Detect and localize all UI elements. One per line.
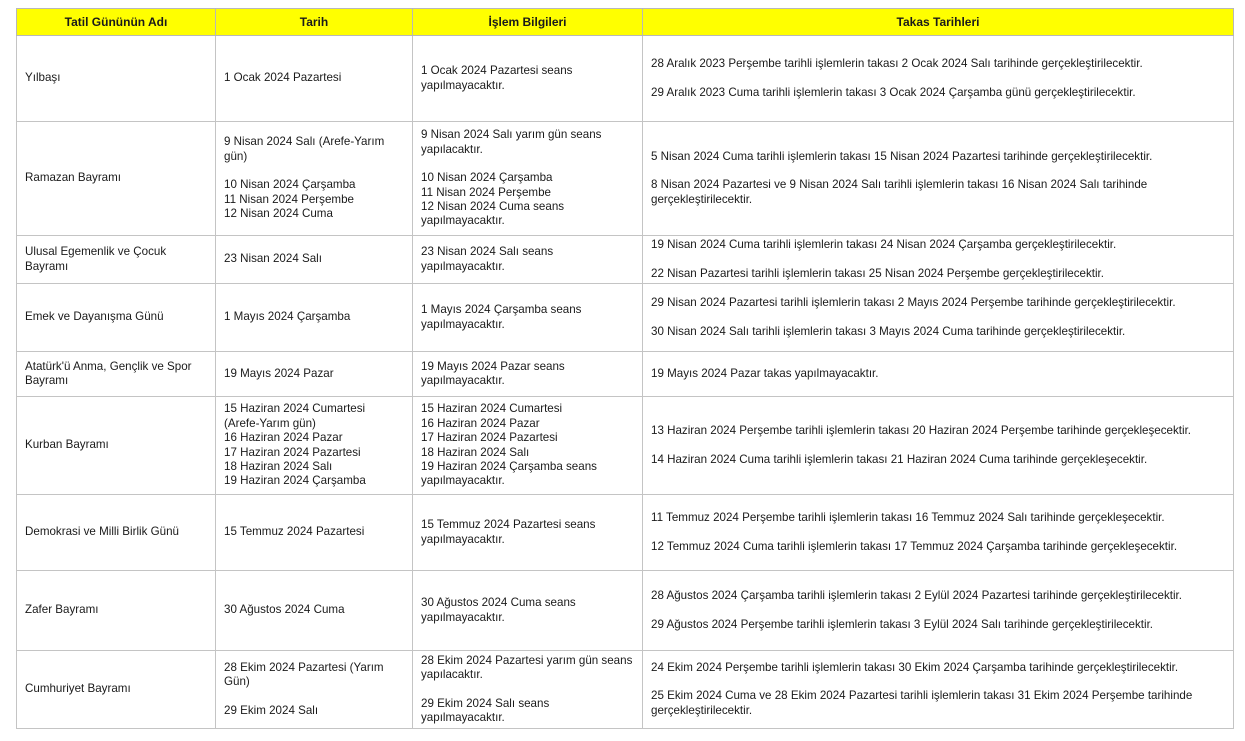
settlement-text: 28 Ağustos 2024 Çarşamba tarihli işlemlerin takası 2 Eylül 2024 Pazartesi tarihinde gerçekleştirilecektir.	[651, 589, 1182, 603]
settlement-text: 19 Mayıs 2024 Pazar takas yapılmayacaktır.	[651, 366, 879, 380]
info-cell	[413, 284, 643, 352]
info-cell	[413, 352, 643, 397]
settlement-text: 30 Nisan 2024 Salı tarihli işlemlerin takası 3 Mayıs 2024 Cuma tarihinde gerçekleştirilecektir.	[651, 324, 1126, 338]
holiday-name-cell: Cumhuriyet Bayramı	[17, 651, 216, 729]
date-text: 28 Ekim 2024 Pazartesi (Yarım Gün)	[224, 660, 384, 689]
table-row	[17, 284, 1234, 352]
settlement-text: 14 Haziran 2024 Cuma tarihli işlemlerin takası 21 Haziran 2024 Cuma tarihinde gerçekleşecektir.	[651, 452, 1148, 466]
table-row	[17, 495, 1234, 571]
header-row	[17, 9, 1234, 36]
settlement-text: 29 Nisan 2024 Pazartesi tarihli işlemlerin takası 2 Mayıs 2024 Perşembe tarihinde gerçekleştirilecektir.	[651, 296, 1176, 310]
date-cell	[216, 651, 413, 729]
settlement-text: 28 Aralık 2023 Perşembe tarihli işlemlerin takası 2 Ocak 2024 Salı tarihinde gerçekleştirilecektir.	[651, 57, 1143, 71]
info-cell	[413, 397, 643, 495]
date-text: 15 Temmuz 2024 Pazartesi	[224, 525, 365, 539]
holiday-name-cell: Emek ve Dayanışma Günü	[17, 284, 216, 352]
settlement-text: 11 Temmuz 2024 Perşembe tarihli işlemlerin takası 16 Temmuz 2024 Salı tarihinde gerçekleşecektir.	[651, 511, 1165, 525]
date-text: 29 Ekim 2024 Salı	[224, 703, 319, 717]
holiday-name-cell: Ulusal Egemenlik ve Çocuk Bayramı	[17, 236, 216, 284]
date-text: 9 Nisan 2024 Salı (Arefe-Yarım gün)	[224, 135, 385, 163]
settlement-cell	[643, 352, 1234, 397]
info-text: 1 Ocak 2024 Pazartesi seans yapılmayacaktır.	[421, 64, 573, 92]
date-cell	[216, 352, 413, 397]
info-cell	[413, 571, 643, 651]
header-date: Tarih	[216, 9, 413, 36]
holiday-name-cell: Yılbaşı	[17, 36, 216, 122]
settlement-text: 12 Temmuz 2024 Cuma tarihli işlemlerin takası 17 Temmuz 2024 Çarşamba tarihinde gerçekleşecektir.	[651, 539, 1178, 553]
settlement-text: 25 Ekim 2024 Cuma ve 28 Ekim 2024 Pazartesi tarihli işlemlerin takası 31 Ekim 2024 Perşembe tarihinde gerçekleştirilecektir.	[651, 689, 1193, 717]
info-cell	[413, 651, 643, 729]
settlement-cell	[643, 495, 1234, 571]
date-cell	[216, 495, 413, 571]
settlement-cell	[643, 571, 1234, 651]
info-text: 30 Ağustos 2024 Cuma seans yapılmayacaktır.	[421, 596, 576, 624]
date-text: 23 Nisan 2024 Salı	[224, 252, 322, 266]
info-text: 23 Nisan 2024 Salı seans yapılmayacaktır.	[421, 245, 554, 273]
table-row	[17, 397, 1234, 495]
date-cell	[216, 284, 413, 352]
info-text: 1 Mayıs 2024 Çarşamba seans yapılmayacaktır.	[421, 303, 582, 331]
settlement-text: 13 Haziran 2024 Perşembe tarihli işlemlerin takası 20 Haziran 2024 Perşembe tarihinde gerçekleşecektir.	[651, 424, 1192, 438]
settlement-text: 29 Aralık 2023 Cuma tarihli işlemlerin takası 3 Ocak 2024 Çarşamba günü gerçekleştirilecektir.	[651, 85, 1136, 99]
table-row	[17, 122, 1234, 236]
date-cell	[216, 236, 413, 284]
date-cell	[216, 397, 413, 495]
info-text: 28 Ekim 2024 Pazartesi yarım gün seans yapılacaktır.	[421, 653, 633, 682]
holiday-name-cell: Atatürk'ü Anma, Gençlik ve Spor Bayramı	[17, 352, 216, 397]
table-row	[17, 36, 1234, 122]
settlement-text: 5 Nisan 2024 Cuma tarihli işlemlerin takası 15 Nisan 2024 Pazartesi tarihinde gerçekleştirilecektir.	[651, 149, 1153, 163]
holiday-name-cell: Demokrasi ve Milli Birlik Günü	[17, 495, 216, 571]
header-holiday-name: Tatil Gününün Adı	[17, 9, 216, 36]
settlement-cell	[643, 397, 1234, 495]
info-cell	[413, 495, 643, 571]
table-row	[17, 352, 1234, 397]
info-text: 29 Ekim 2024 Salı seans yapılmayacaktır.	[421, 696, 550, 724]
date-cell	[216, 36, 413, 122]
holiday-settlement-table	[16, 8, 1234, 729]
holiday-name-cell: Ramazan Bayramı	[17, 122, 216, 236]
date-text: 30 Ağustos 2024 Cuma	[224, 603, 345, 617]
settlement-cell	[643, 236, 1234, 284]
settlement-text: 19 Nisan 2024 Cuma tarihli işlemlerin takası 24 Nisan 2024 Çarşamba gerçekleştirilecektir.	[651, 238, 1117, 252]
settlement-cell	[643, 122, 1234, 236]
settlement-text: 22 Nisan Pazartesi tarihli işlemlerin takası 25 Nisan 2024 Perşembe gerçekleştirilecektir.	[651, 266, 1104, 280]
settlement-text: 29 Ağustos 2024 Perşembe tarihli işlemlerin takası 3 Eylül 2024 Salı tarihinde gerçekleştirilecektir.	[651, 617, 1154, 631]
info-text: 10 Nisan 2024 Çarşamba 11 Nisan 2024 Perşembe 12 Nisan 2024 Cuma seans yapılmayacaktır.	[421, 171, 565, 228]
settlement-cell	[643, 284, 1234, 352]
date-text: 1 Mayıs 2024 Çarşamba	[224, 310, 351, 324]
table-row	[17, 236, 1234, 284]
info-cell	[413, 122, 643, 236]
date-text: 10 Nisan 2024 Çarşamba 11 Nisan 2024 Perşembe 12 Nisan 2024 Cuma	[224, 178, 356, 221]
holiday-name-cell: Zafer Bayramı	[17, 571, 216, 651]
info-text: 15 Haziran 2024 Cumartesi 16 Haziran 2024 Pazar 17 Haziran 2024 Pazartesi 18 Haziran 2024 Salı 19 Haziran 2024 Çarşamba seans yapılmayacaktır.	[421, 402, 597, 488]
info-text: 19 Mayıs 2024 Pazar seans yapılmayacaktır.	[421, 359, 565, 387]
header-transaction-info: İşlem Bilgileri	[413, 9, 643, 36]
settlement-text: 24 Ekim 2024 Perşembe tarihli işlemlerin takası 30 Ekim 2024 Çarşamba tarihinde gerçekleştirilecektir.	[651, 660, 1179, 674]
date-cell	[216, 571, 413, 651]
holiday-name-cell: Kurban Bayramı	[17, 397, 216, 495]
settlement-text: 8 Nisan 2024 Pazartesi ve 9 Nisan 2024 Salı tarihli işlemlerin takası 16 Nisan 2024 Salı tarihinde gerçekleştirilecektir.	[651, 178, 1148, 206]
info-cell	[413, 36, 643, 122]
info-cell	[413, 236, 643, 284]
info-text: 15 Temmuz 2024 Pazartesi seans yapılmayacaktır.	[421, 518, 596, 546]
settlement-cell	[643, 36, 1234, 122]
date-text: 15 Haziran 2024 Cumartesi (Arefe-Yarım gün) 16 Haziran 2024 Pazar 17 Haziran 2024 Pazartesi 18 Haziran 2024 Salı 19 Haziran 2024 Çarşamba	[224, 402, 366, 488]
table-row	[17, 651, 1234, 729]
settlement-cell	[643, 651, 1234, 729]
date-cell	[216, 122, 413, 236]
date-text: 1 Ocak 2024 Pazartesi	[224, 71, 342, 85]
info-text: 9 Nisan 2024 Salı yarım gün seans yapılacaktır.	[421, 128, 602, 156]
header-settlement-dates: Takas Tarihleri	[643, 9, 1234, 36]
date-text: 19 Mayıs 2024 Pazar	[224, 366, 334, 380]
table-row	[17, 571, 1234, 651]
